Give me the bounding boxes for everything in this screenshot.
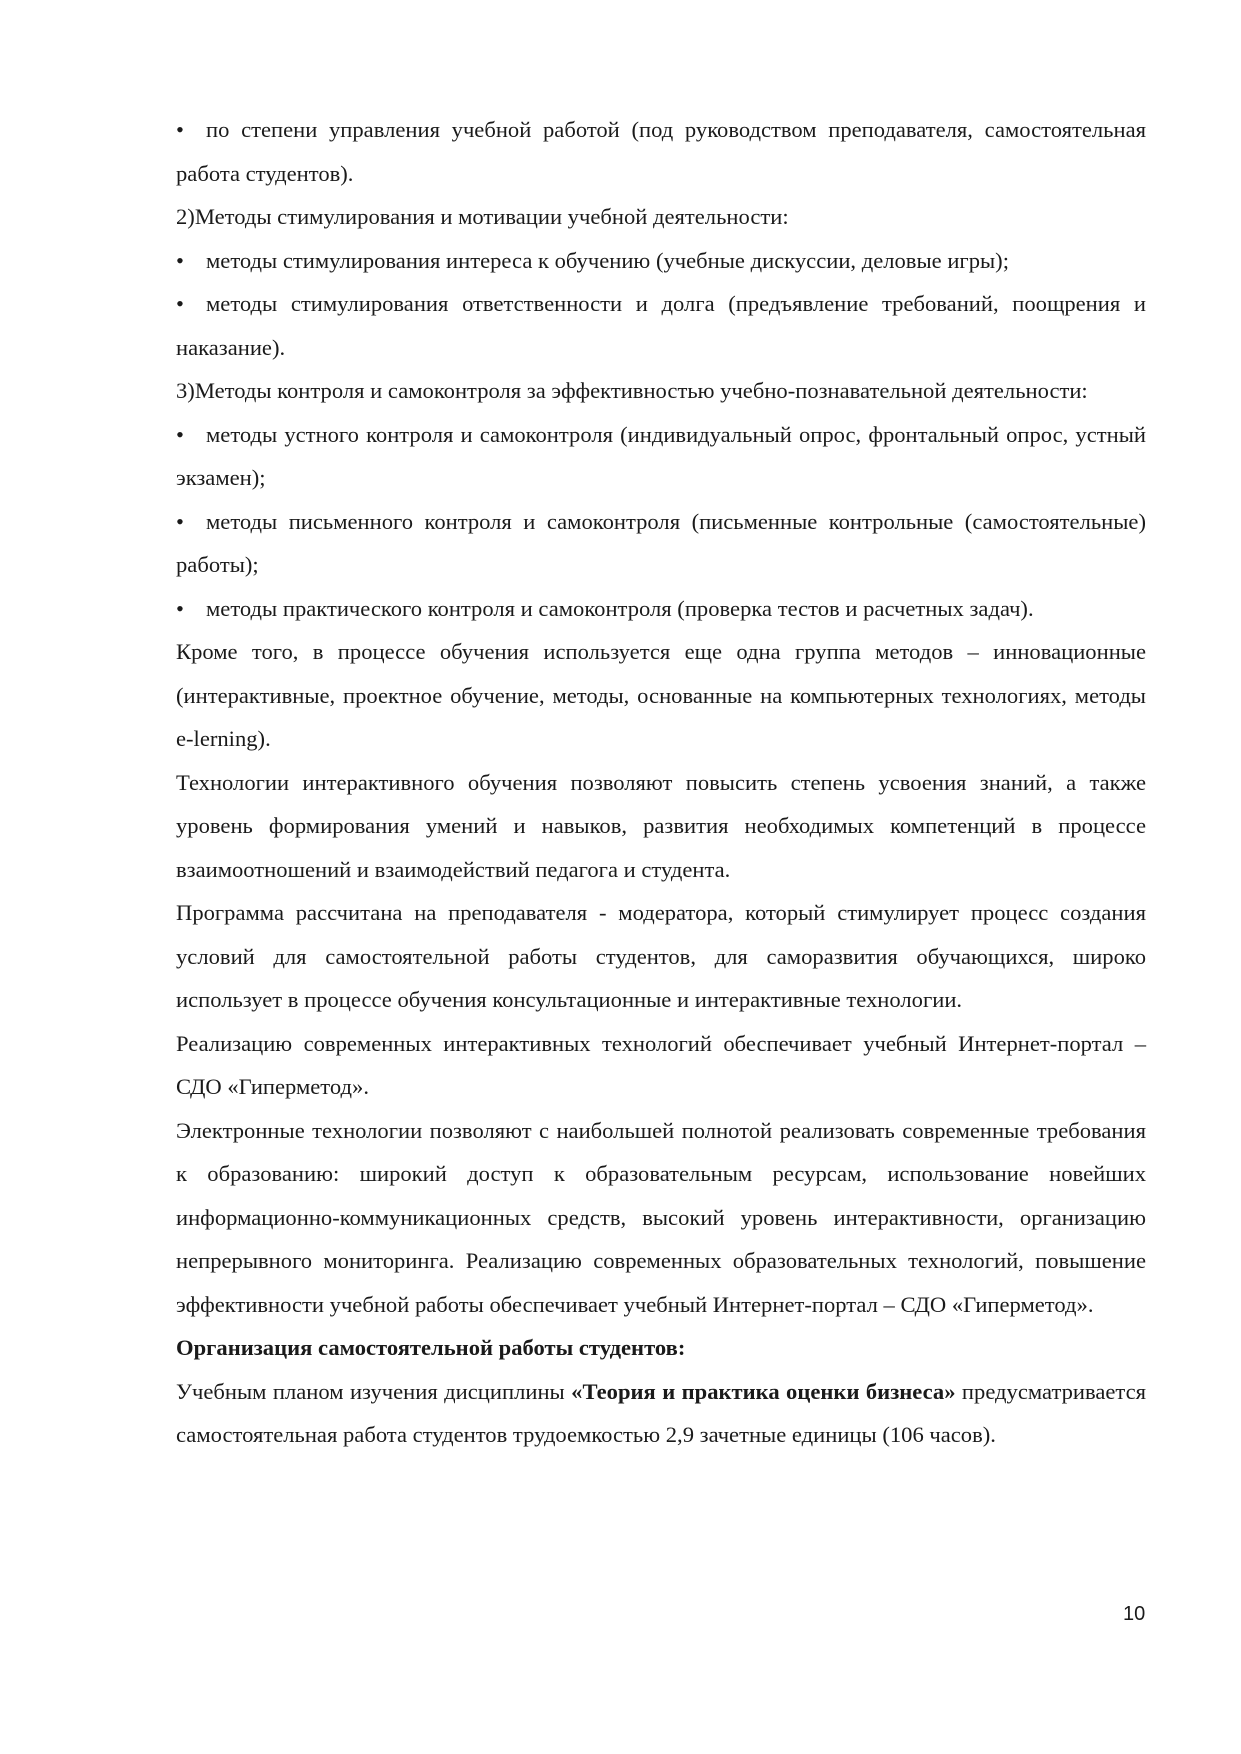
section-heading: Организация самостоятельной работы студентов:: [176, 1335, 686, 1360]
bullet-text: методы устного контроля и самоконтроля (индивидуальный опрос, фронтальный опрос, устный экзамен);: [176, 421, 1146, 490]
course-title: «Теория и практика оценки бизнеса»: [571, 1378, 956, 1404]
bullet-text: методы практического контроля и самоконтроля (проверка тестов и расчетных задач).: [206, 595, 1034, 621]
paragraph: Технологии интерактивного обучения позволяют повысить степень усвоения знаний, а также уровень формирования умений и навыков, развития необходимых компетенций в процессе взаимоотношений и взаимодействий педагога и студента.: [176, 769, 1146, 882]
page-number: 10: [1123, 1603, 1146, 1625]
bullet-text: методы стимулирования интереса к обучению (учебные дискуссии, деловые игры);: [206, 247, 1009, 273]
paragraph: 3)Методы контроля и самоконтроля за эффективностью учебно-познавательной деятельности:: [176, 378, 1088, 403]
bullet-item: [176, 239, 1146, 283]
paragraph: Реализацию современных интерактивных технологий обеспечивает учебный Интернет-портал – СДО «Гиперметод».: [176, 1030, 1146, 1099]
final-paragraph: [176, 1370, 1146, 1457]
bullet-icon: •: [176, 247, 184, 273]
final-paragraph-text-before: Учебным планом изучения дисциплины: [176, 1378, 572, 1404]
bullet-item: [176, 500, 1146, 587]
bullet-text: по степени управления учебной работой (под руководством преподавателя, самостоятельная работа студентов).: [176, 117, 1146, 186]
paragraph: 2)Методы стимулирования и мотивации учебной деятельности:: [176, 204, 789, 229]
bullet-item: [176, 282, 1146, 369]
paragraph: Программа рассчитана на преподавателя - модератора, который стимулирует процесс создания условий для самостоятельной работы студентов, для саморазвития обучающихся, широко использует в процессе обучения консультационные и интерактивные технологии.: [176, 900, 1146, 1012]
paragraph: Электронные технологии позволяют с наибольшей полнотой реализовать современные требования к образованию: широкий доступ к образовательным ресурсам, использование новейших информационно-коммуникационных средств, высокий уровень интерактивности, организацию непрерывного мониторинга. Реализацию современных образовательных технологий, повышение эффективности учебной работы обеспечивает учебный Интернет-портал – СДО «Гиперметод».: [176, 1117, 1146, 1317]
bullet-icon: •: [176, 117, 184, 142]
bullet-item: [176, 587, 1146, 631]
document-body: [176, 108, 1146, 1370]
bullet-icon: •: [176, 421, 184, 447]
bullet-text: методы письменного контроля и самоконтроля (письменные контрольные (самостоятельные) работы);: [176, 508, 1146, 577]
paragraph: Кроме того, в процессе обучения используется еще одна группа методов – инновационные (интерактивные, проектное обучение, методы, основанные на компьютерных технологиях, методы e-lerning).: [176, 639, 1146, 751]
bullet-icon: •: [176, 508, 184, 534]
bullet-item: [176, 413, 1146, 500]
final-paragraph-text-after: предусматривается самостоятельная работа студентов трудоемкостью 2,9 зачетные единицы (106 часов).: [176, 1378, 1146, 1447]
bullet-item: [176, 108, 1146, 195]
bullet-icon: •: [176, 595, 184, 621]
bullet-icon: •: [176, 291, 184, 316]
bullet-text: методы стимулирования ответственности и долга (предъявление требований, поощрения и наказание).: [176, 291, 1146, 360]
